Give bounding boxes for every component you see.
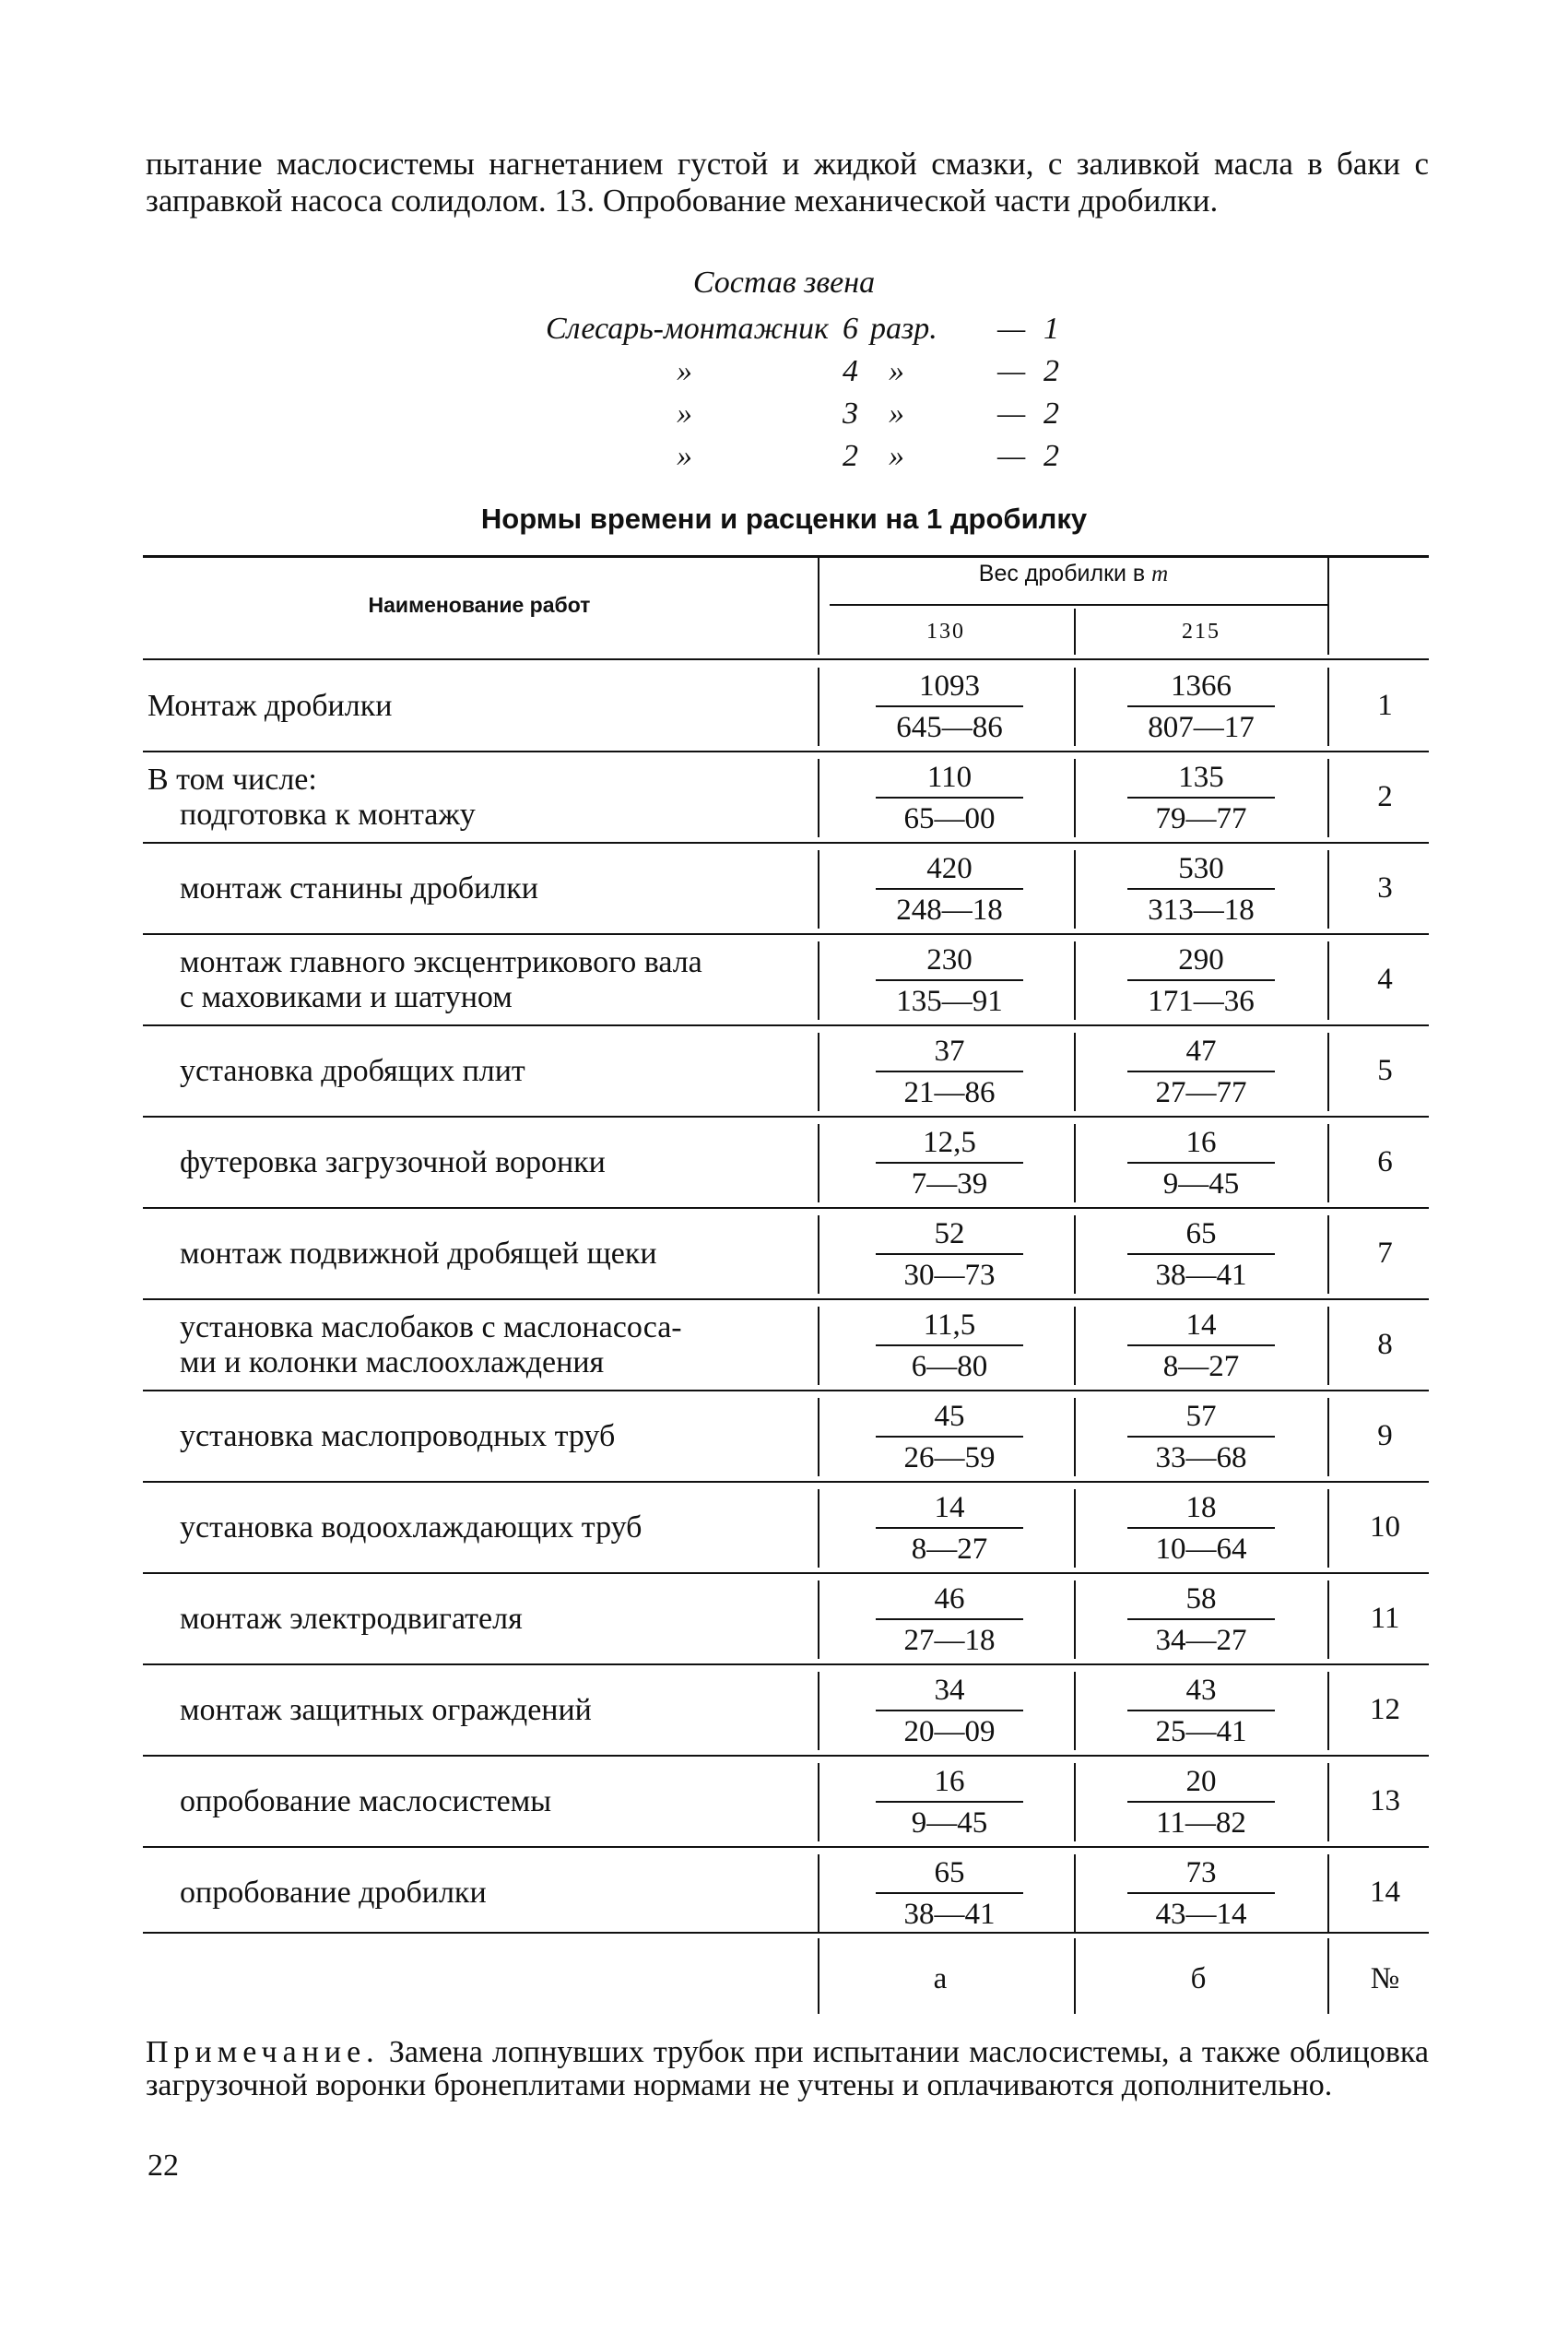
rate: 7—39 — [911, 1167, 988, 1201]
cell-215 — [1127, 1672, 1275, 1750]
cell-130 — [876, 1215, 1023, 1294]
fraction-bar — [1127, 1253, 1275, 1255]
footer-col-b: б — [1190, 1962, 1207, 1995]
crew-dash: — — [997, 439, 1026, 473]
work-name — [147, 660, 825, 752]
table-row — [143, 1208, 1429, 1299]
cell-130 — [876, 668, 1023, 746]
fraction-bar — [876, 1436, 1023, 1438]
row-number: 2 — [1377, 780, 1393, 813]
rate: 38—41 — [903, 1898, 996, 1931]
column-divider — [1327, 1033, 1329, 1111]
fraction-bar — [1127, 1344, 1275, 1346]
work-name-line: установка маслобаков с маслонасоса- — [180, 1309, 682, 1344]
column-divider — [1327, 1124, 1329, 1202]
table-row — [143, 1573, 1429, 1664]
column-divider — [1074, 1580, 1076, 1659]
work-name — [180, 1117, 857, 1208]
time-norm: 16 — [1185, 1126, 1217, 1159]
time-norm: 34 — [934, 1674, 965, 1707]
time-norm: 46 — [934, 1582, 965, 1616]
time-norm: 1366 — [1171, 669, 1232, 703]
fraction-bar — [1127, 797, 1275, 799]
rate: 135—91 — [896, 985, 1003, 1018]
cell-215 — [1127, 1124, 1275, 1202]
time-norm: 47 — [1185, 1035, 1217, 1068]
note-text: Замена лопнувших трубок при испытании маслосистемы, а также облицовка загрузочной воронки бронеплитами нормами не учтены и оплачиваются дополнительно. — [146, 2035, 1429, 2102]
table-row — [143, 934, 1429, 1025]
column-divider — [1327, 1215, 1329, 1294]
rate: 65—00 — [903, 802, 996, 835]
crew-dash: — — [997, 354, 1026, 388]
column-divider — [1074, 1398, 1076, 1476]
work-name-line: монтаж главного эксцентрикового вала — [180, 944, 702, 979]
rate: 8—27 — [911, 1533, 988, 1566]
cell-130 — [876, 1489, 1023, 1568]
footer-divider — [1074, 1938, 1076, 2014]
header-col-b: 215 — [1182, 620, 1220, 644]
cell-130 — [876, 1307, 1023, 1385]
work-name-line: Монтаж дробилки — [147, 688, 393, 723]
time-norm: 420 — [926, 852, 973, 885]
crew-count: 2 — [1043, 354, 1059, 388]
fraction-bar — [876, 979, 1023, 981]
column-divider — [1327, 1763, 1329, 1841]
time-norm: 20 — [1185, 1765, 1217, 1798]
crew-unit: разр. — [870, 312, 937, 346]
fraction-bar — [1127, 888, 1275, 890]
column-divider — [818, 1763, 819, 1841]
header-divider — [1074, 609, 1076, 655]
work-name-line: подготовка к монтажу — [180, 797, 476, 832]
column-divider — [818, 850, 819, 929]
work-name — [180, 1482, 857, 1573]
row-number: 11 — [1370, 1602, 1400, 1635]
time-norm: 65 — [1185, 1217, 1217, 1250]
rate: 248—18 — [896, 894, 1003, 927]
row-number: 9 — [1377, 1419, 1393, 1452]
time-norm: 52 — [934, 1217, 965, 1250]
cell-215 — [1127, 1033, 1275, 1111]
table-bottom-rule — [143, 1932, 1429, 1934]
table-top-rule — [143, 555, 1429, 558]
cell-215 — [1127, 941, 1275, 1020]
fraction-bar — [876, 1071, 1023, 1072]
row-number: 4 — [1377, 963, 1393, 996]
fraction-bar — [1127, 1162, 1275, 1164]
rate: 10—64 — [1155, 1533, 1247, 1566]
crew-count: 2 — [1043, 439, 1059, 473]
table-row — [143, 843, 1429, 934]
work-name — [180, 1391, 857, 1482]
column-divider — [818, 1854, 819, 1933]
column-divider — [1327, 1489, 1329, 1568]
fraction-bar — [876, 1801, 1023, 1803]
cell-215 — [1127, 1215, 1275, 1294]
column-divider — [1327, 850, 1329, 929]
rate: 26—59 — [903, 1441, 996, 1474]
time-norm: 530 — [1178, 852, 1224, 885]
fraction-bar — [1127, 1710, 1275, 1711]
table-row — [143, 1025, 1429, 1117]
time-norm: 14 — [934, 1491, 965, 1524]
column-divider — [818, 1580, 819, 1659]
column-divider — [818, 759, 819, 837]
fraction-bar — [876, 1253, 1023, 1255]
column-divider — [1074, 1033, 1076, 1111]
cell-130 — [876, 759, 1023, 837]
rate: 21—86 — [903, 1076, 996, 1109]
crew-grade: 4 — [843, 354, 858, 388]
column-divider — [818, 1124, 819, 1202]
cell-130 — [876, 850, 1023, 929]
rate: 313—18 — [1148, 894, 1255, 927]
crew-unit: » — [889, 397, 904, 431]
rate: 171—36 — [1148, 985, 1255, 1018]
row-number: 8 — [1377, 1328, 1393, 1361]
column-divider — [1074, 1215, 1076, 1294]
crew-dash: — — [997, 312, 1026, 346]
cell-130 — [876, 941, 1023, 1020]
column-divider — [818, 1307, 819, 1385]
intro-paragraph: пытание маслосистемы нагнетанием густой и жидкой смазки, с заливкой масла в баки с заправкой насоса солидолом. 13. Опробование механической части дробилки. — [146, 146, 1429, 219]
fraction-bar — [876, 1710, 1023, 1711]
rate: 25—41 — [1155, 1715, 1247, 1748]
header-sub-rule — [830, 604, 1327, 606]
fraction-bar — [1127, 1527, 1275, 1529]
time-norm: 45 — [934, 1400, 965, 1433]
cell-215 — [1127, 1489, 1275, 1568]
rate: 6—80 — [911, 1350, 988, 1383]
time-norm: 135 — [1178, 761, 1224, 794]
column-divider — [1074, 1854, 1076, 1933]
table-row — [143, 752, 1429, 843]
crew-row — [546, 312, 1062, 354]
note-paragraph — [146, 2036, 1429, 2102]
cell-215 — [1127, 1580, 1275, 1659]
column-divider — [818, 668, 819, 746]
time-norm: 290 — [1178, 943, 1224, 977]
column-divider — [1327, 668, 1329, 746]
column-divider — [818, 1398, 819, 1476]
fraction-bar — [876, 1162, 1023, 1164]
table-row — [143, 1756, 1429, 1847]
rate: 807—17 — [1148, 711, 1255, 744]
crew-row — [546, 397, 1062, 439]
column-divider — [1327, 1307, 1329, 1385]
row-number: 7 — [1377, 1237, 1393, 1270]
footer-col-no: № — [1370, 1962, 1400, 1995]
work-name — [180, 1756, 857, 1847]
fraction-bar — [1127, 705, 1275, 707]
work-name — [180, 1847, 857, 1938]
fraction-bar — [1127, 1436, 1275, 1438]
fraction-bar — [1127, 979, 1275, 981]
work-name — [180, 1664, 857, 1756]
page-number: 22 — [147, 2149, 179, 2183]
time-norm: 1093 — [919, 669, 980, 703]
fraction-bar — [876, 797, 1023, 799]
table-row — [143, 1482, 1429, 1573]
table-row — [143, 1299, 1429, 1391]
fraction-bar — [876, 1618, 1023, 1620]
column-divider — [818, 1672, 819, 1750]
footer-divider — [818, 1938, 819, 2014]
work-name — [180, 1299, 857, 1391]
crew-ditto: » — [677, 439, 692, 473]
work-name-line: футеровка загрузочной воронки — [180, 1144, 606, 1179]
note-label: Примечание. — [146, 2035, 380, 2069]
rate: 38—41 — [1155, 1259, 1247, 1292]
footer-col-a: а — [933, 1962, 948, 1995]
crew-count: 2 — [1043, 397, 1059, 431]
work-name-line: ми и колонки маслоохлаждения — [180, 1344, 605, 1379]
column-divider — [818, 1489, 819, 1568]
work-name-line: монтаж защитных ограждений — [180, 1692, 592, 1727]
column-divider — [1074, 1307, 1076, 1385]
time-norm: 37 — [934, 1035, 965, 1068]
rate: 11—82 — [1156, 1806, 1246, 1840]
table-title: Нормы времени и расценки на 1 дробилку — [480, 503, 1088, 535]
row-number: 1 — [1377, 689, 1393, 722]
crew-ditto: » — [677, 354, 692, 388]
work-name-line: установка маслопроводных труб — [180, 1418, 616, 1453]
time-norm: 11,5 — [923, 1308, 976, 1342]
rate: 43—14 — [1155, 1898, 1247, 1931]
crew-list — [546, 312, 1062, 481]
work-name — [180, 1025, 857, 1117]
column-divider — [1327, 941, 1329, 1020]
column-divider — [1074, 1124, 1076, 1202]
work-name — [180, 843, 857, 934]
crew-profession: Слесарь-монтажник — [546, 312, 829, 346]
time-norm: 110 — [926, 761, 973, 794]
header-col-a: 130 — [926, 620, 965, 644]
cell-215 — [1127, 1307, 1275, 1385]
crew-grade: 2 — [843, 439, 858, 473]
time-norm: 73 — [1185, 1856, 1217, 1889]
crew-dash: — — [997, 397, 1026, 431]
table-row — [143, 1117, 1429, 1208]
fraction-bar — [1127, 1618, 1275, 1620]
cell-215 — [1127, 850, 1275, 929]
row-number: 10 — [1370, 1510, 1400, 1544]
column-divider — [1327, 1672, 1329, 1750]
cell-215 — [1127, 1763, 1275, 1841]
column-divider — [1074, 668, 1076, 746]
rate: 27—77 — [1155, 1076, 1247, 1109]
rate: 9—45 — [911, 1806, 988, 1840]
cell-215 — [1127, 1854, 1275, 1933]
time-norm: 57 — [1185, 1400, 1217, 1433]
crew-title: Состав звена — [692, 266, 876, 300]
column-divider — [1074, 759, 1076, 837]
column-divider — [818, 941, 819, 1020]
column-divider — [1327, 1854, 1329, 1933]
column-divider — [818, 1033, 819, 1111]
time-norm: 16 — [934, 1765, 965, 1798]
table-row — [143, 1847, 1429, 1938]
crew-unit: » — [889, 354, 904, 388]
fraction-bar — [876, 705, 1023, 707]
column-divider — [1074, 1489, 1076, 1568]
cell-130 — [876, 1580, 1023, 1659]
table-row — [143, 1391, 1429, 1482]
time-norm: 65 — [934, 1856, 965, 1889]
header-weight-label: Вес дробилки в — [978, 561, 1146, 586]
column-divider — [1327, 759, 1329, 837]
column-divider — [1327, 1580, 1329, 1659]
footer-divider — [1327, 1938, 1329, 2014]
table-row — [143, 660, 1429, 752]
crew-grade: 3 — [843, 397, 858, 431]
work-name-line: монтаж станины дробилки — [180, 870, 538, 906]
work-name-line: установка дробящих плит — [180, 1053, 525, 1088]
work-name — [180, 934, 857, 1025]
work-name-line: опробование дробилки — [180, 1875, 487, 1910]
header-weight — [818, 561, 1329, 587]
column-divider — [1327, 1398, 1329, 1476]
column-divider — [1074, 1763, 1076, 1841]
cell-215 — [1127, 668, 1275, 746]
crew-count: 1 — [1043, 312, 1059, 346]
work-name-line: с маховиками и шатуном — [180, 979, 513, 1014]
work-name — [180, 1573, 857, 1664]
cell-130 — [876, 1033, 1023, 1111]
time-norm: 18 — [1185, 1491, 1217, 1524]
work-name-line: монтаж подвижной дробящей щеки — [180, 1236, 657, 1271]
row-number: 5 — [1377, 1054, 1393, 1087]
table-row — [143, 1664, 1429, 1756]
rate: 30—73 — [903, 1259, 996, 1292]
row-number: 14 — [1370, 1876, 1400, 1909]
column-divider — [1074, 1672, 1076, 1750]
cell-130 — [876, 1672, 1023, 1750]
work-name-line: опробование маслосистемы — [180, 1783, 552, 1818]
column-divider — [1074, 850, 1076, 929]
fraction-bar — [876, 1527, 1023, 1529]
work-name — [147, 752, 825, 843]
fraction-bar — [876, 1344, 1023, 1346]
rate: 27—18 — [903, 1624, 996, 1657]
header-work-name: Наименование работ — [368, 593, 591, 617]
fraction-bar — [1127, 1892, 1275, 1894]
crew-grade: 6 — [843, 312, 858, 346]
cell-130 — [876, 1124, 1023, 1202]
cell-215 — [1127, 1398, 1275, 1476]
rate: 33—68 — [1155, 1441, 1247, 1474]
work-name — [180, 1208, 857, 1299]
fraction-bar — [876, 888, 1023, 890]
rate: 9—45 — [1162, 1167, 1240, 1201]
rate: 8—27 — [1162, 1350, 1240, 1383]
work-name-line: монтаж электродвигателя — [180, 1601, 523, 1636]
row-number: 6 — [1377, 1145, 1393, 1178]
time-norm: 43 — [1185, 1674, 1217, 1707]
column-divider — [818, 1215, 819, 1294]
rate: 79—77 — [1155, 802, 1247, 835]
cell-130 — [876, 1763, 1023, 1841]
cell-215 — [1127, 759, 1275, 837]
row-number: 12 — [1370, 1693, 1400, 1726]
rate: 645—86 — [896, 711, 1003, 744]
row-number: 13 — [1370, 1784, 1400, 1817]
cell-130 — [876, 1854, 1023, 1933]
row-number: 3 — [1377, 871, 1393, 905]
cell-130 — [876, 1398, 1023, 1476]
column-divider — [1074, 941, 1076, 1020]
fraction-bar — [876, 1892, 1023, 1894]
header-weight-unit: т — [1151, 562, 1169, 586]
crew-row — [546, 439, 1062, 481]
time-norm: 14 — [1185, 1308, 1217, 1342]
time-norm: 58 — [1185, 1582, 1217, 1616]
fraction-bar — [1127, 1071, 1275, 1072]
rate: 20—09 — [903, 1715, 996, 1748]
time-norm: 230 — [926, 943, 973, 977]
crew-ditto: » — [677, 397, 692, 431]
work-name-line: установка водоохлаждающих труб — [180, 1509, 643, 1545]
fraction-bar — [1127, 1801, 1275, 1803]
crew-row — [546, 354, 1062, 397]
time-norm: 12,5 — [923, 1126, 976, 1159]
rate: 34—27 — [1155, 1624, 1247, 1657]
work-name-line: В том числе: — [147, 762, 317, 797]
crew-unit: » — [889, 439, 904, 473]
